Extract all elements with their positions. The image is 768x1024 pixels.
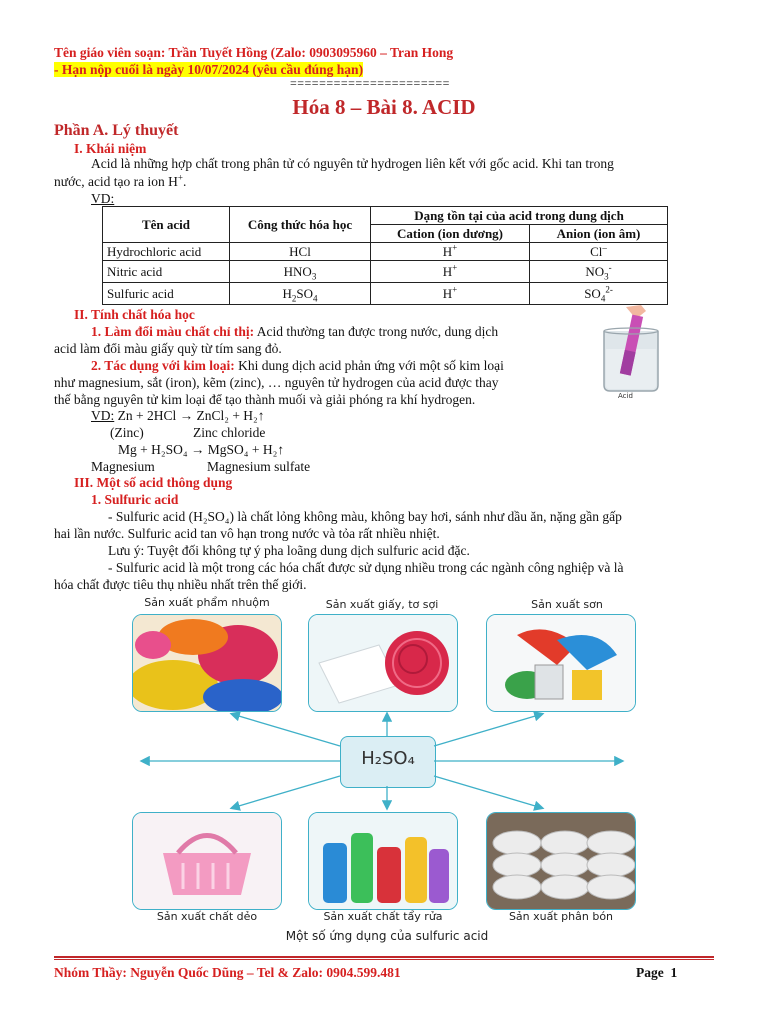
part-a-heading: Phần A. Lý thuyết [54,122,179,139]
property-2-cont-1: như magnesium, sắt (iron), kẽm (zinc), … nguyên tử hydrogen của acid được thay [54,375,499,390]
applications-figure [122,596,644,948]
sulfuric-warning: Lưu ý: Tuyệt đối không tự ý pha loãng dung dịch sulfuric acid đặc. [108,543,470,558]
acid-anion: $SO_4^{2-}$ [530,283,668,305]
acid-name: Hydrochloric acid [103,243,230,261]
acid-name: Nitric acid [103,261,230,283]
acid-cation: H+ [371,243,530,261]
acid-anion: Cl– [530,243,668,261]
section-2-heading: II. Tính chất hóa học [74,307,195,322]
page-title: Hóa 8 – Bài 8. ACID [292,95,476,119]
acid-cation: H+ [371,283,530,305]
table-row [103,243,668,261]
table-row [103,261,668,283]
acid-formula: $H_2SO_4$ [230,283,371,305]
acid-cation: H+ [371,261,530,283]
acid-table [102,206,668,305]
definition-line-1: Acid là những hợp chất trong phân tử có nguyên tử hydrogen liên kết với gốc acid. Khi tan trong [91,156,614,171]
equation-2: Mg + H₂SO₄ → MgSO₄ + H₂↑ [118,442,285,457]
caption-plastics: Sản xuất chất dẻo [156,910,258,923]
property-2: 2. Tác dụng với kim loại: Khi dung dịch acid phản ứng với một số kim loại [91,358,504,373]
property-2-cont-2: thế bằng nguyên tử kim loại để tạo thành muối và giải phóng ra khí hydrogen. [54,392,476,407]
sulfuric-line-5: hóa chất được tiêu thụ nhiều nhất trên thế giới. [54,577,307,592]
panel-fertilizer [486,812,636,910]
beaker-label: Acid [618,392,633,400]
col-header-name: Tên acid [103,207,230,243]
acid-name: Sulfuric acid [103,283,230,305]
author-line: Tên giáo viên soạn: Trần Tuyết Hồng (Zalo: 0903095960 – Tran Hong [54,45,454,60]
sulfuric-line-2: hai lần nước. Sulfuric acid tan vô hạn trong nước và tỏa rất nhiều nhiệt. [54,526,440,541]
figure-caption: Một số ứng dụng của sulfuric acid [285,929,489,943]
caption-paper: Sản xuất giấy, tơ sợi [325,598,439,611]
table-row [103,283,668,305]
caption-dyes: Sản xuất phẩm nhuộm [144,596,270,609]
footer-rule-bottom [54,959,714,960]
col-header-anion: Anion (ion âm) [530,225,668,243]
separator: ====================== [290,76,450,90]
section-3-heading: III. Một số acid thông dụng [74,475,233,490]
section-1-heading: I. Khái niệm [74,141,147,156]
col-header-form: Dạng tồn tại của acid trong dung dịch [371,207,668,225]
sulfuric-line-1: - Sulfuric acid (H₂SO₄) là chất lỏng không màu, không bay hơi, sánh như dầu ăn, nặng gần gấp [108,509,622,524]
zinc-label: (Zinc) [110,425,144,440]
caption-fertilizer: Sản xuất phân bón [508,910,614,923]
panel-detergents [308,812,458,910]
footer-contact: Nhóm Thầy: Nguyễn Quốc Dũng – Tel & Zalo: 0904.599.481 [54,965,401,980]
acid-anion: $NO_3^-$ [530,261,668,283]
page-number: Page 1 [636,965,678,980]
deadline-note: - Hạn nộp cuối là ngày 10/07/2024 (yêu cầu đúng hạn) [54,62,364,77]
col-header-formula: Công thức hóa học [230,207,371,243]
equation-1: VD: Zn + 2HCl → ZnCl₂ + H₂↑ [91,408,265,423]
footer-rule-top [54,956,714,958]
definition-line-2: nước, acid tạo ra ion H+. [54,172,187,189]
caption-detergents: Sản xuất chất tẩy rửa [323,910,443,923]
beaker-illustration [596,305,666,400]
zinc-chloride-label: Zinc chloride [193,425,266,440]
subsection-sulfuric: 1. Sulfuric acid [91,492,179,507]
property-1-cont: acid làm đổi màu giấy quỳ từ tím sang đỏ. [54,341,282,356]
sulfuric-line-4: - Sulfuric acid là một trong các hóa chất được sử dụng nhiều trong các ngành công nghiệp và là [108,560,624,575]
col-header-cation: Cation (ion dương) [371,225,530,243]
panel-plastics [132,812,282,910]
acid-formula: $HNO_3$ [230,261,371,283]
h2so4-label: H₂SO₄ [361,748,415,769]
property-1: 1. Làm đổi màu chất chỉ thị: Acid thường tan được trong nước, dung dịch [91,324,499,339]
acid-formula: HCl [230,243,371,261]
caption-paint: Sản xuất sơn [531,598,603,611]
magnesium-label: Magnesium [91,459,155,474]
example-label: VD: [91,191,115,206]
magnesium-sulfate-label: Magnesium sulfate [207,459,311,474]
